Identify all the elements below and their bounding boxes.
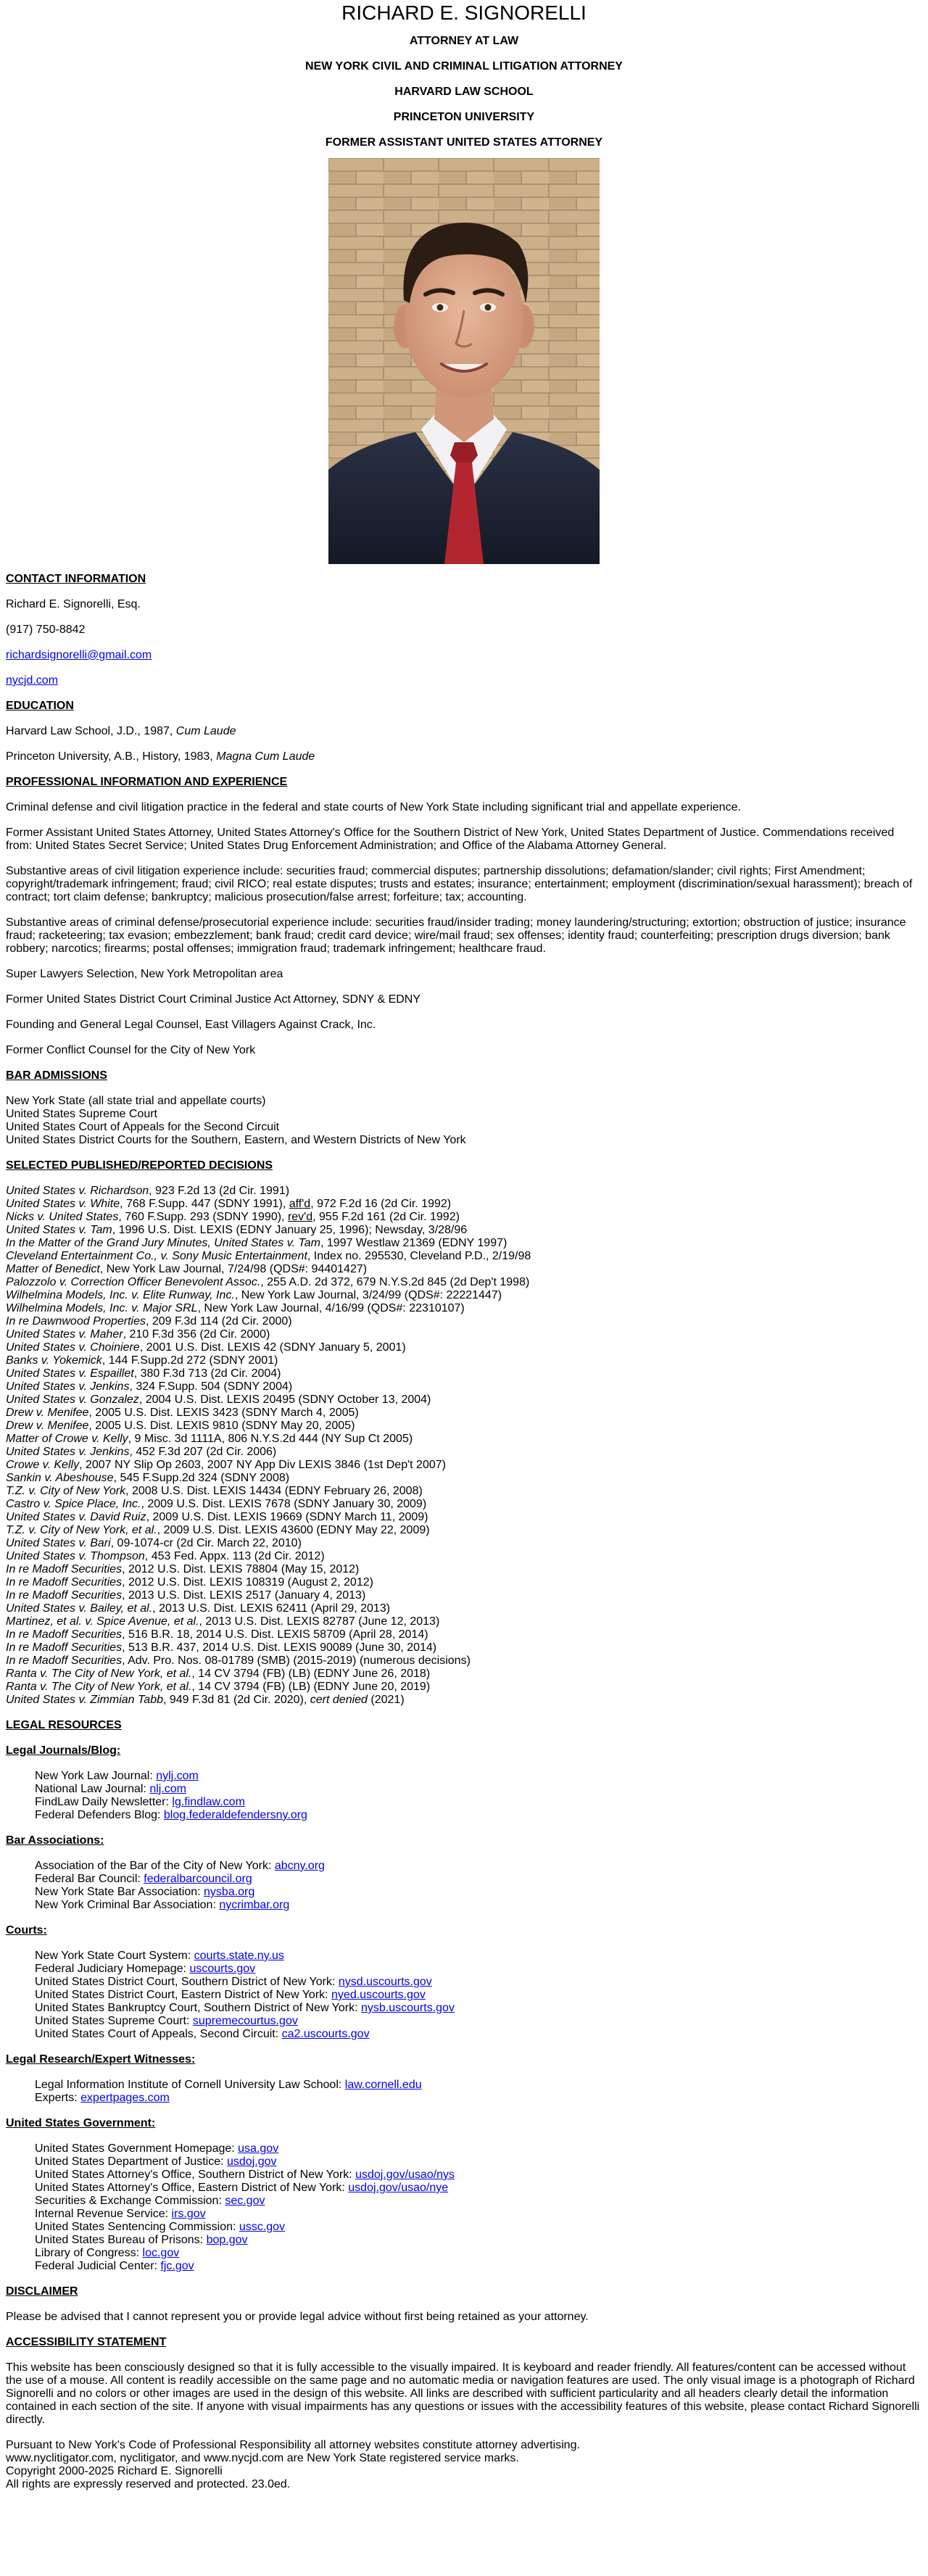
title-harvard: HARVARD LAW SCHOOL [394, 86, 534, 98]
case-citation: , 2004 U.S. Dist. LEXIS 20495 (SDNY October 13, 2004) [138, 1393, 431, 1406]
resource-item [35, 2234, 922, 2247]
professional-paragraph: Super Lawyers Selection, New York Metropolitan area [6, 968, 283, 980]
case-citation: , 2008 U.S. Dist. LEXIS 14434 (EDNY February 26, 2008) [125, 1485, 423, 1497]
decision-item [6, 1537, 922, 1550]
resource-item [35, 2002, 922, 2015]
decision-item [6, 1341, 922, 1354]
decision-item [6, 1459, 922, 1472]
resource-item [35, 1809, 922, 1822]
decisions-heading: SELECTED PUBLISHED/REPORTED DECISIONS [6, 1159, 273, 1172]
case-citation: , 955 F.2d 161 (2d Cir. 1992) [312, 1211, 460, 1223]
resource-link[interactable]: nysd.uscourts.gov [338, 1976, 432, 1988]
resource-link[interactable]: loc.gov [142, 2247, 180, 2259]
case-name: United States v. Jenkins [6, 1380, 130, 1393]
title-former-ausa: FORMER ASSISTANT UNITED STATES ATTORNEY [325, 136, 603, 149]
footer-line: All rights are expressly reserved and protected. 23.0ed. [6, 2478, 291, 2490]
education-item [6, 750, 922, 763]
case-name: Castro v. Spice Place, Inc. [6, 1498, 141, 1510]
resource-label: United States Court of Appeals, Second Circuit: [35, 2028, 282, 2040]
decision-item [6, 1328, 922, 1341]
case-name: Wilhelmina Models, Inc. v. Elite Runway, Inc. [6, 1289, 235, 1301]
resource-item [35, 1860, 922, 1873]
case-citation: , New York Law Journal, 7/24/98 (QDS#: 94401427) [99, 1263, 368, 1275]
case-name: Crowe v. Kelly [6, 1459, 80, 1471]
resource-item [35, 1886, 922, 1899]
decision-item [6, 1276, 922, 1289]
bar-list [6, 1095, 922, 1147]
decision-item [6, 1224, 922, 1237]
case-citation: , 545 F.Supp.2d 324 (SDNY 2008) [113, 1472, 290, 1484]
decision-item [6, 1641, 922, 1654]
case-citation: , 2009 U.S. Dist. LEXIS 19669 (SDNY March 11, 2009) [146, 1511, 428, 1523]
decision-item [6, 1250, 922, 1263]
case-citation: , 255 A.D. 2d 372, 679 N.Y.S.2d 845 (2d Dep't 1998) [260, 1276, 530, 1288]
resource-link[interactable]: sec.gov [225, 2195, 265, 2207]
case-citation: , 14 CV 3794 (FB) (LB) (EDNY June 26, 2018) [191, 1668, 431, 1680]
case-name: United States v. Tam [6, 1224, 112, 1236]
header-titles [6, 35, 922, 149]
case-citation: , 14 CV 3794 (FB) (LB) (EDNY June 20, 2019) [191, 1681, 431, 1693]
case-citation: (2021) [367, 1694, 405, 1706]
resource-item [35, 1976, 922, 1989]
resource-link[interactable]: nylj.com [156, 1770, 199, 1782]
resource-label: Library of Congress: [35, 2247, 143, 2259]
case-citation: , 09-1074-cr (2d Cir. March 22, 2010) [110, 1537, 302, 1549]
resource-link[interactable]: usa.gov [238, 2142, 279, 2155]
decision-item [6, 1393, 922, 1407]
case-name: Palozzolo v. Correction Officer Benevolent Assoc. [6, 1276, 261, 1288]
case-name: United States v. Maher [6, 1328, 123, 1341]
bar-admission-item: New York State (all state trial and appellate courts) [6, 1095, 266, 1107]
decision-item [6, 1472, 922, 1485]
case-citation: , New York Law Journal, 3/24/99 (QDS#: 22221447) [234, 1289, 502, 1301]
decision-item [6, 1433, 922, 1446]
resource-link[interactable]: usdoj.gov/usao/nye [348, 2182, 449, 2194]
case-name: Drew v. Menifee [6, 1407, 89, 1419]
title-litigation: NEW YORK CIVIL AND CRIMINAL LITIGATION ATTORNEY [305, 60, 623, 73]
resource-list [6, 1950, 922, 2041]
case-citation: , 923 F.2d 13 (2d Cir. 1991) [149, 1185, 290, 1197]
case-name: United States v. White [6, 1198, 120, 1210]
resource-label: New York State Court System: [35, 1950, 194, 1962]
case-name: United States v. Bailey, et al. [6, 1602, 153, 1615]
case-name: United States v. Gonzalez [6, 1393, 139, 1406]
case-citation: , 1997 Westlaw 21369 (EDNY 1997) [320, 1237, 508, 1249]
resource-label: United States District Court, Eastern District of New York: [35, 1989, 332, 2001]
resource-group-title: Bar Associations: [6, 1834, 104, 1847]
case-name: United States v. Espaillet [6, 1367, 134, 1380]
professional-paragraph: Former Assistant United States Attorney, United States Attorney's Office for the Southern District of New York, United States Department of Justice. Commendations received from: United States Secret Service; United States Drug Enforcement Administration; and Office of the Alabama Attorney General. [6, 827, 895, 852]
attorney-photo [328, 158, 600, 564]
case-citation: , 513 B.R. 437, 2014 U.S. Dist. LEXIS 90089 (June 30, 2014) [122, 1641, 437, 1654]
case-citation: , 768 F.Supp. 447 (SDNY 1991), [120, 1198, 289, 1210]
professional-list [6, 801, 922, 1057]
resource-label: United States Bankruptcy Court, Southern District of New York: [35, 2002, 361, 2014]
resource-item [35, 2142, 922, 2155]
resource-link[interactable]: federalbarcouncil.org [144, 1873, 252, 1885]
case-citation: , 453 Fed. Appx. 113 (2d Cir. 2012) [144, 1550, 325, 1562]
resource-link[interactable]: irs.gov [171, 2208, 206, 2220]
resource-item [35, 1770, 922, 1783]
case-name: Martinez, et al. v. Spice Avenue, et al. [6, 1615, 199, 1628]
professional-heading: PROFESSIONAL INFORMATION AND EXPERIENCE [6, 776, 288, 788]
case-history: rev'd [287, 1211, 313, 1223]
decision-item [6, 1446, 922, 1459]
case-citation: , 380 F.3d 713 (2d Cir. 2004) [133, 1367, 281, 1380]
professional-paragraph: Substantive areas of criminal defense/prosecutorial experience include: securities fraud/insider trading; money laundering/structuring; extortion; obstruction of justice; insurance fraud; racketeering; tax evasion; embezzlement; bank fraud; credit card device; wire/mail fraud; sex offenses; identity fraud; counterfeiting; prescription drugs diversion; bank robbery; narcotics; firearms; postal offenses; immigration fraud; trademark infringement; healthcare fraud. [6, 916, 906, 955]
case-name: United States v. Zimmian Tabb [6, 1694, 163, 1706]
resource-link[interactable]: nyed.uscourts.gov [331, 1989, 426, 2001]
resource-item [35, 2221, 922, 2234]
resource-link[interactable]: supremecourtus.gov [192, 2015, 298, 2027]
resource-item [35, 2208, 922, 2221]
resource-item [35, 2079, 922, 2092]
resources-heading: LEGAL RESOURCES [6, 1719, 122, 1731]
resource-label: Securities & Exchange Commission: [35, 2195, 225, 2207]
decision-item [6, 1694, 922, 1707]
case-citation: , 9 Misc. 3d 1111A, 806 N.Y.S.2d 444 (NY Sup Ct 2005) [128, 1433, 413, 1445]
resource-label: FindLaw Daily Newsletter: [35, 1796, 173, 1808]
page-title: RICHARD E. SIGNORELLI [341, 1, 587, 24]
professional-paragraph: Criminal defense and civil litigation practice in the federal and state courts of New York State including significant trial and appellate experience. [6, 801, 741, 813]
decision-item [6, 1302, 922, 1315]
resource-label: United States Attorney's Office, Eastern District of New York: [35, 2182, 349, 2194]
decision-item [6, 1367, 922, 1380]
case-name: United States v. Jenkins [6, 1446, 130, 1458]
resources-groups [6, 1744, 922, 2273]
case-citation: , 2013 U.S. Dist. LEXIS 82787 (June 12, 2013) [199, 1615, 440, 1628]
decision-item [6, 1576, 922, 1589]
decision-item [6, 1524, 922, 1537]
decisions-list [6, 1185, 922, 1707]
bar-admission-item: United States District Courts for the Southern, Eastern, and Western Districts of New York [6, 1134, 466, 1146]
title-attorney: ATTORNEY AT LAW [409, 35, 519, 47]
contact-name: Richard E. Signorelli, Esq. [6, 598, 141, 610]
resource-item [35, 2155, 922, 2169]
resource-label: National Law Journal: [35, 1783, 150, 1795]
resource-label: Federal Judiciary Homepage: [35, 1963, 190, 1975]
case-citation: , 2007 NY Slip Op 2603, 2007 NY App Div LEXIS 3846 (1st Dep't 2007) [79, 1459, 446, 1471]
case-name: United States v. Choiniere [6, 1341, 140, 1354]
resource-item [35, 2260, 922, 2273]
case-name: Matter of Benedict [6, 1263, 100, 1275]
resource-link[interactable]: usdoj.gov [227, 2155, 277, 2168]
education-text: Harvard Law School, J.D., 1987, [6, 725, 176, 737]
resource-item [35, 2182, 922, 2195]
decision-item [6, 1185, 922, 1198]
case-citation: , 209 F.3d 114 (2d Cir. 2000) [145, 1315, 292, 1328]
case-citation: , New York Law Journal, 4/16/99 (QDS#: 22310107) [197, 1302, 465, 1314]
resource-group-title: Legal Research/Expert Witnesses: [6, 2053, 196, 2066]
resource-link[interactable]: nysba.org [204, 1886, 255, 1898]
resource-item [35, 2247, 922, 2260]
contact-heading: CONTACT INFORMATION [6, 573, 146, 585]
resource-label: United States Department of Justice: [35, 2155, 228, 2168]
case-citation: , 210 F.3d 356 (2d Cir. 2000) [123, 1328, 270, 1341]
email-link[interactable]: richardsignorelli@gmail.com [6, 649, 152, 661]
case-history: cert denied [310, 1694, 368, 1706]
resource-item [35, 1989, 922, 2002]
accessibility-heading: ACCESSIBILITY STATEMENT [6, 2336, 167, 2348]
case-name: United States v. David Ruiz [6, 1511, 146, 1523]
decision-item [6, 1354, 922, 1367]
resource-list [6, 2142, 922, 2273]
contact-phone: (917) 750-8842 [6, 624, 86, 636]
resource-link[interactable]: nysb.uscourts.gov [360, 2002, 455, 2014]
case-citation: , 324 F.Supp. 504 (SDNY 2004) [129, 1380, 293, 1393]
case-name: In re Dawnwood Properties [6, 1315, 146, 1328]
case-citation: , 452 F.3d 207 (2d Cir. 2006) [129, 1446, 277, 1458]
case-citation: , 949 F.3d 81 (2d Cir. 2020), [162, 1694, 310, 1706]
resource-label: Legal Information Institute of Cornell University Law School: [35, 2079, 345, 2091]
website-link[interactable]: nycjd.com [6, 674, 59, 687]
decision-item [6, 1563, 922, 1576]
bar-heading: BAR ADMISSIONS [6, 1069, 107, 1082]
case-citation: , 972 F.2d 16 (2d Cir. 1992) [310, 1198, 452, 1210]
case-name: Nicks v. United States [6, 1211, 119, 1223]
resource-label: New York State Bar Association: [35, 1886, 204, 1898]
resource-label: United States Bureau of Prisons: [35, 2234, 207, 2246]
case-name: Banks v. Yokemick [6, 1354, 102, 1367]
case-name: In re Madoff Securities [6, 1628, 123, 1641]
resource-link[interactable]: fjc.gov [160, 2260, 194, 2272]
resource-list [6, 2079, 922, 2105]
education-honor: Magna Cum Laude [216, 750, 315, 763]
case-name: Cleveland Entertainment Co., v. Sony Music Entertainment [6, 1250, 307, 1262]
case-citation: , 2001 U.S. Dist. LEXIS 42 (SDNY January 5, 2001) [139, 1341, 406, 1354]
resource-label: New York Law Journal: [35, 1770, 157, 1782]
bar-admission-item: United States Supreme Court [6, 1108, 157, 1120]
case-citation: , 2005 U.S. Dist. LEXIS 3423 (SDNY March 4, 2005) [88, 1407, 359, 1419]
resource-item [35, 2169, 922, 2182]
case-name: Matter of Crowe v. Kelly [6, 1433, 128, 1445]
resource-item [35, 1950, 922, 1963]
resource-item [35, 2092, 922, 2105]
resource-item [35, 1783, 922, 1796]
decision-item [6, 1511, 922, 1524]
professional-paragraph: Substantive areas of civil litigation experience include: securities fraud; commercial disputes; partnership dissolutions; defamation/slander; civil rights; First Amendment; copyright/trademark infringement; fraud; civil RICO; real estate disputes; trusts and estates; insurance; entertainment; employment (discrimination/sexual harassment); breach of contract; tort claim defense; bankruptcy; malicious prosecution/false arrest; forfeiture; tax; accounting. [6, 865, 913, 903]
resource-label: Federal Defenders Blog: [35, 1809, 164, 1821]
resource-link[interactable]: expertpages.com [80, 2092, 170, 2104]
resource-list [6, 1770, 922, 1822]
education-text: Princeton University, A.B., History, 1983, [6, 750, 217, 763]
decision-item [6, 1237, 922, 1250]
resource-label: Federal Judicial Center: [35, 2260, 161, 2272]
case-name: United States v. Bari [6, 1537, 111, 1549]
case-name: In the Matter of the Grand Jury Minutes, United States v. Tam [6, 1237, 320, 1249]
case-citation: , Index no. 295530, Cleveland P.D., 2/19/98 [307, 1250, 531, 1262]
accessibility-text: This website has been consciously designed so that it is fully accessible to the visually impaired. It is keyboard and reader friendly. All features/content can be accessed without the use of a mouse. All content is readily accessible on the same page and no automatic media or navigation features are used. The only visual image is a photograph of Richard Signorelli and no colors or other images are used in the design of this website. All links are described with sufficient particularity and all headers clearly detail the information contained in each section of the site. If anyone with visual impairments has any questions or issues with the accessibility features of this website, please contact Richard Signorelli directly. [6, 2361, 920, 2426]
decision-item [6, 1198, 922, 1211]
case-citation: , 2013 U.S. Dist. LEXIS 62411 (April 29, 2013) [152, 1602, 391, 1615]
resource-list [6, 1860, 922, 1912]
case-name: Wilhelmina Models, Inc. v. Major SRL [6, 1302, 198, 1314]
decision-item [6, 1263, 922, 1276]
decision-item [6, 1654, 922, 1668]
case-name: In re Madoff Securities [6, 1654, 123, 1667]
case-name: Drew v. Menifee [6, 1420, 89, 1432]
resource-label: United States Sentencing Commission: [35, 2221, 239, 2233]
decision-item [6, 1498, 922, 1511]
case-citation: , 2012 U.S. Dist. LEXIS 78804 (May 15, 2012) [122, 1563, 360, 1575]
decision-item [6, 1681, 922, 1694]
footer-line: www.nyclitigator.com, nyclitigator, and www.nycjd.com are New York State registered service marks. [6, 2452, 519, 2464]
resource-label: United States Government Homepage: [35, 2142, 239, 2155]
resource-item [35, 1873, 922, 1886]
resource-link[interactable]: usdoj.gov/usao/nys [355, 2169, 455, 2181]
case-name: United States v. Richardson [6, 1185, 149, 1197]
resource-link[interactable]: lg.findlaw.com [172, 1796, 245, 1808]
footer-line: Copyright 2000-2025 Richard E. Signorelli [6, 2465, 223, 2477]
resource-link[interactable]: nlj.com [149, 1783, 186, 1795]
resource-label: United States Supreme Court: [35, 2015, 193, 2027]
resource-label: United States Attorney's Office, Southern District of New York: [35, 2169, 356, 2181]
resource-label: Internal Revenue Service: [35, 2208, 172, 2220]
case-name: T.Z. v. City of New York [6, 1485, 126, 1497]
professional-paragraph: Founding and General Legal Counsel, East Villagers Against Crack, Inc. [6, 1019, 376, 1031]
decision-item [6, 1315, 922, 1328]
decision-item [6, 1668, 922, 1681]
education-item [6, 725, 922, 738]
case-name: United States v. Thompson [6, 1550, 145, 1562]
disclaimer-heading: DISCLAIMER [6, 2285, 78, 2298]
bar-admission-item: United States Court of Appeals for the Second Circuit [6, 1121, 280, 1133]
case-history: aff'd [289, 1198, 311, 1210]
resource-group-title: Courts: [6, 1924, 47, 1937]
professional-paragraph: Former United States District Court Criminal Justice Act Attorney, SDNY & EDNY [6, 993, 421, 1006]
professional-paragraph: Former Conflict Counsel for the City of New York [6, 1044, 256, 1056]
case-name: In re Madoff Securities [6, 1563, 123, 1575]
case-citation: , 2005 U.S. Dist. LEXIS 9810 (SDNY May 20, 2005) [88, 1420, 355, 1432]
case-name: In re Madoff Securities [6, 1589, 123, 1602]
resource-item [35, 1796, 922, 1809]
footer-line: Pursuant to New York's Code of Professional Responsibility all attorney websites constitute attorney advertising. [6, 2439, 580, 2451]
decision-item [6, 1628, 922, 1641]
footer [6, 2439, 922, 2491]
resource-item [35, 2195, 922, 2208]
disclaimer-text: Please be advised that I cannot represent you or provide legal advice without first being retained as your attorney. [6, 2311, 589, 2323]
education-honor: Cum Laude [175, 725, 236, 737]
case-citation: , 2009 U.S. Dist. LEXIS 43600 (EDNY May 22, 2009) [157, 1524, 430, 1536]
resource-link[interactable]: nycrimbar.org [219, 1899, 290, 1911]
resource-link[interactable]: ussc.gov [239, 2221, 286, 2233]
decision-item [6, 1589, 922, 1602]
case-citation: , 2013 U.S. Dist. LEXIS 2517 (January 4, 2013) [122, 1589, 366, 1602]
education-heading: EDUCATION [6, 700, 74, 712]
case-name: Ranta v. The City of New York, et al. [6, 1681, 192, 1693]
resource-label: Association of the Bar of the City of New York: [35, 1860, 275, 1872]
resource-link[interactable]: law.cornell.edu [344, 2079, 422, 2091]
case-citation: , 760 F.Supp. 293 (SDNY 1990), [118, 1211, 288, 1223]
page [0, 1, 928, 2491]
decision-item [6, 1211, 922, 1224]
case-name: T.Z. v. City of New York, et al. [6, 1524, 157, 1536]
resource-link[interactable]: courts.state.ny.us [194, 1950, 284, 1962]
resource-item [35, 1899, 922, 1912]
resource-item [35, 1963, 922, 1976]
resource-link[interactable]: uscourts.gov [189, 1963, 256, 1975]
case-name: In re Madoff Securities [6, 1641, 123, 1654]
resource-item [35, 2028, 922, 2041]
resource-link[interactable]: bop.gov [206, 2234, 248, 2246]
resource-label: United States District Court, Southern District of New York: [35, 1976, 339, 1988]
case-citation: , Adv. Pro. Nos. 08-01789 (SMB) (2015-2019) (numerous decisions) [122, 1654, 471, 1667]
title-princeton: PRINCETON UNIVERSITY [393, 111, 535, 123]
decision-item [6, 1380, 922, 1393]
case-name: Sankin v. Abeshouse [6, 1472, 114, 1484]
case-name: In re Madoff Securities [6, 1576, 123, 1589]
decision-item [6, 1550, 922, 1563]
decision-item [6, 1407, 922, 1420]
resource-group-title: Legal Journals/Blog: [6, 1744, 121, 1757]
case-citation: , 2012 U.S. Dist. LEXIS 108319 (August 2, 2012) [122, 1576, 373, 1589]
case-citation: , 516 B.R. 18, 2014 U.S. Dist. LEXIS 58709 (April 28, 2014) [122, 1628, 428, 1641]
case-citation: , 1996 U.S. Dist. LEXIS (EDNY January 25, 1996); Newsday, 3/28/96 [112, 1224, 468, 1236]
resource-group-title: United States Government: [6, 2117, 156, 2129]
resource-link[interactable]: ca2.uscourts.gov [281, 2028, 370, 2040]
resource-link[interactable]: abcny.org [274, 1860, 325, 1872]
decision-item [6, 1485, 922, 1498]
resource-label: Experts: [35, 2092, 81, 2104]
case-citation: , 2009 U.S. Dist. LEXIS 7678 (SDNY January 30, 2009) [141, 1498, 427, 1510]
resource-label: New York Criminal Bar Association: [35, 1899, 220, 1911]
case-name: Ranta v. The City of New York, et al. [6, 1668, 192, 1680]
decision-item [6, 1289, 922, 1302]
decision-item [6, 1420, 922, 1433]
resource-link[interactable]: blog.federaldefendersny.org [163, 1809, 307, 1821]
case-citation: , 144 F.Supp.2d 272 (SDNY 2001) [102, 1354, 278, 1367]
decision-item [6, 1615, 922, 1628]
resource-label: Federal Bar Council: [35, 1873, 144, 1885]
decision-item [6, 1602, 922, 1615]
resource-item [35, 2015, 922, 2028]
